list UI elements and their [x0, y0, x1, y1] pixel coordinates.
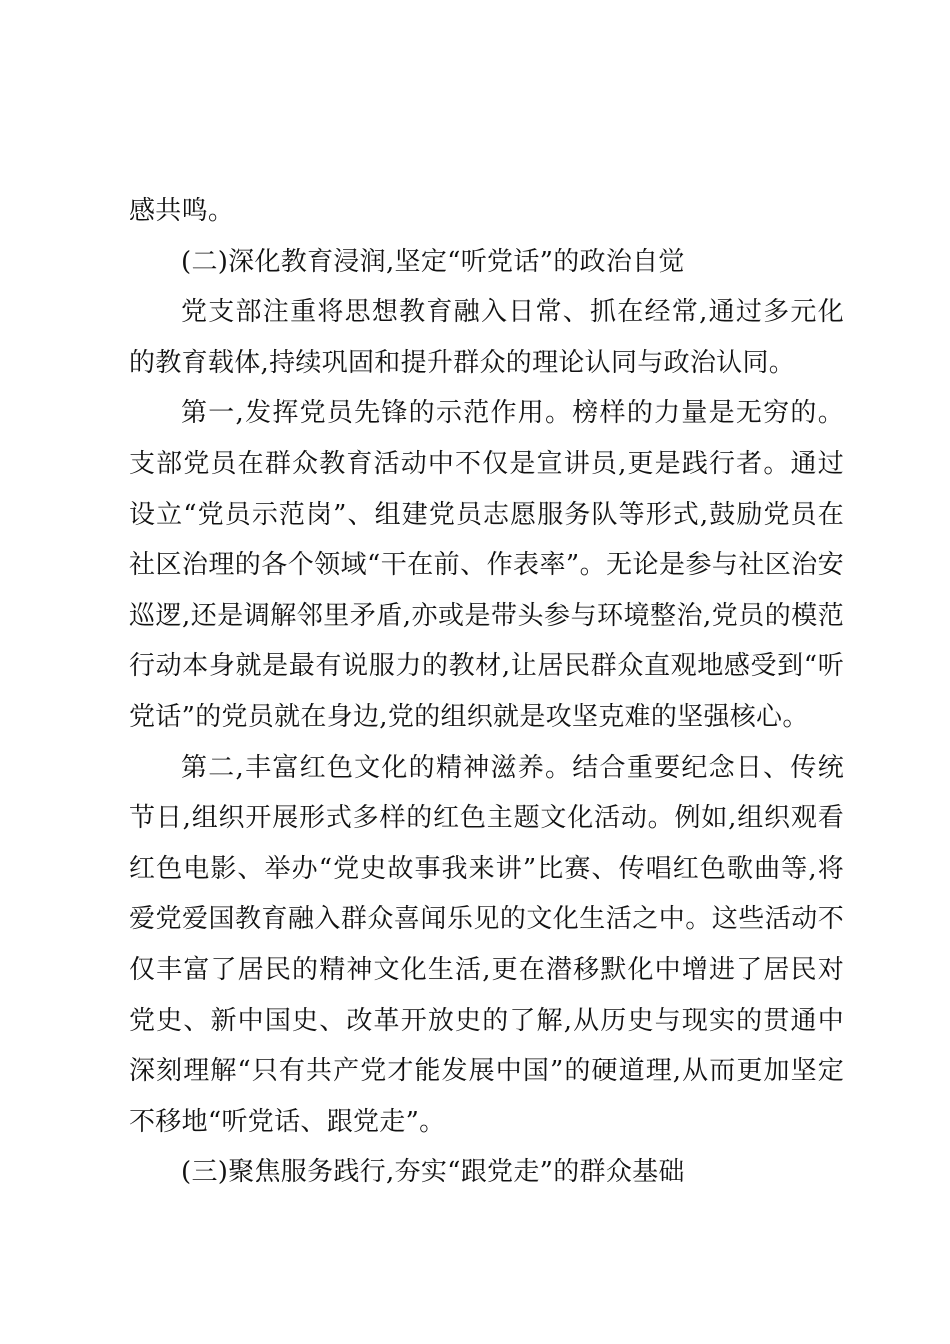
document-body: [129, 186, 844, 1198]
paragraph-intro: 党支部注重将思想教育融入日常、抓在经常,通过多元化的教育载体,持续巩固和提升群众的理论认同与政治认同。: [129, 297, 844, 378]
section-heading-2: (二)深化教育浸润,坚定“听党话”的政治自觉: [181, 246, 685, 277]
paragraph-first-point: 第一,发挥党员先锋的示范作用。榜样的力量是无穷的。支部党员在群众教育活动中不仅是宣讲员,更是践行者。通过设立“党员示范岗”、组建党员志愿服务队等形式,鼓励党员在社区治理的各个领域“干在前、作表率”。无论是参与社区治安巡逻,还是调解邻里矛盾,亦或是带头参与环境整治,党员的模范行动本身就是最有说服力的教材,让居民群众直观地感受到“听党话”的党员就在身边,党的组织就是攻坚克难的坚强核心。: [129, 398, 844, 732]
paragraph-second-point: 第二,丰富红色文化的精神滋养。结合重要纪念日、传统节日,组织开展形式多样的红色主题文化活动。例如,组织观看红色电影、举办“党史故事我来讲”比赛、传唱红色歌曲等,将爱党爱国教育融入群众喜闻乐见的文化生活之中。这些活动不仅丰富了居民的精神文化生活,更在潜移默化中增进了居民对党史、新中国史、改革开放史的了解,从历史与现实的贯通中深刻理解“只有共产党才能发展中国”的硬道理,从而更加坚定不移地“听党话、跟党走”。: [129, 752, 844, 1137]
section-heading-3: (三)聚焦服务践行,夯实“跟党走”的群众基础: [181, 1157, 685, 1188]
paragraph-continuation: 感共鸣。: [129, 196, 235, 226]
